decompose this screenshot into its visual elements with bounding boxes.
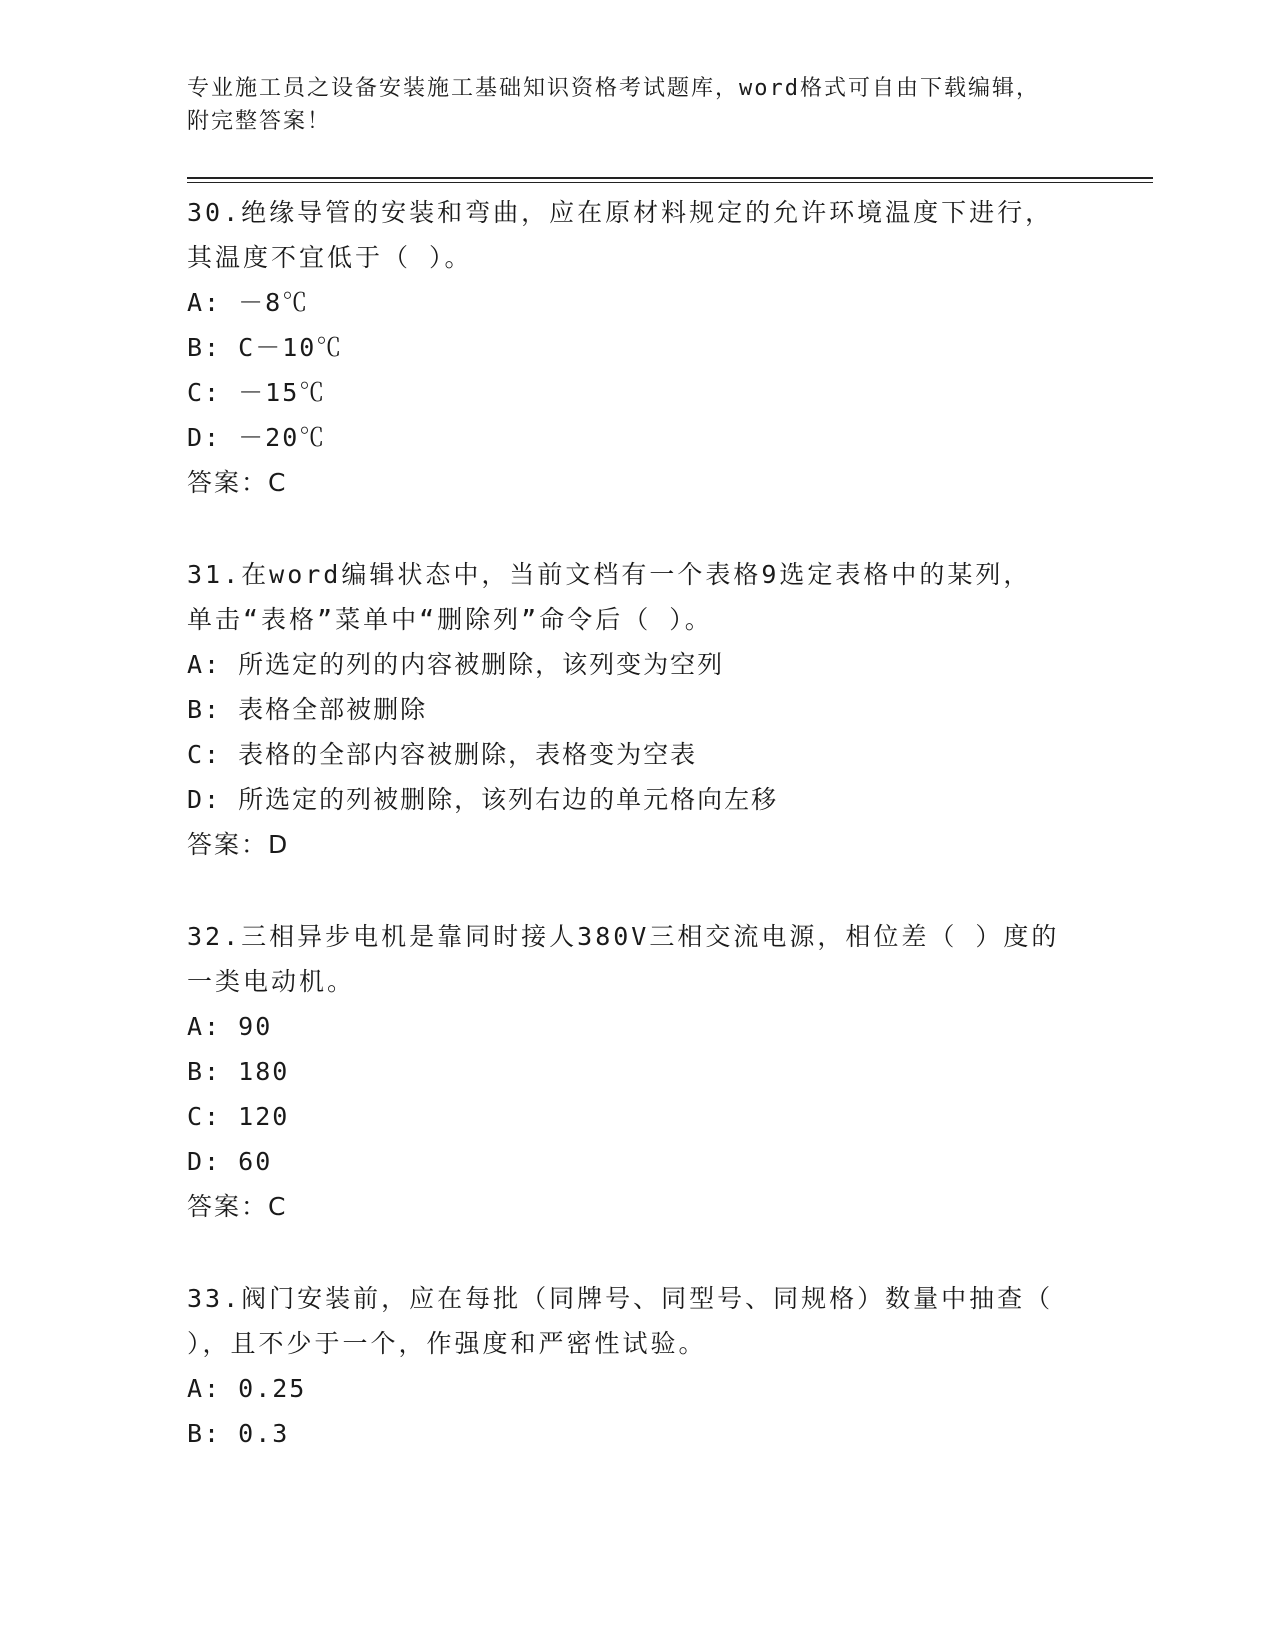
option-d: D: 60 (187, 1147, 273, 1176)
question-33 (187, 1276, 1087, 1456)
option-c: C: 表格的全部内容被删除，表格变为空表 (187, 740, 698, 769)
answer: 答案：D (187, 830, 290, 859)
question-stem-line: 其温度不宜低于（ ）。 (187, 243, 473, 272)
question-32 (187, 914, 1087, 1229)
question-stem-line: ），且不少于一个，作强度和严密性试验。 (187, 1329, 707, 1358)
header-line-2: 附完整答案！ (187, 109, 332, 134)
header-divider-top (187, 177, 1153, 179)
option-a: A: 90 (187, 1012, 273, 1041)
option-c: C: 120 (187, 1102, 290, 1131)
question-31 (187, 552, 1087, 867)
document-header (187, 72, 1087, 138)
option-d: D: －20℃ (187, 423, 327, 452)
question-gap (187, 1229, 1087, 1276)
question-gap (187, 867, 1087, 914)
option-b: B: 180 (187, 1057, 290, 1086)
question-stem-line: 32.三相异步电机是靠同时接人380V三相交流电源，相位差（ ）度的 (187, 922, 1060, 951)
answer: 答案：C (187, 468, 288, 497)
option-a: A: 0.25 (187, 1374, 307, 1403)
answer: 答案：C (187, 1192, 288, 1221)
question-stem-line: 一类电动机。 (187, 967, 356, 996)
question-30 (187, 190, 1087, 505)
option-b: B: C－10℃ (187, 333, 344, 362)
option-b: B: 0.3 (187, 1419, 290, 1448)
question-stem-line: 31.在word编辑状态中，当前文档有一个表格9选定表格中的某列， (187, 560, 1032, 589)
question-stem-line: 33.阀门安装前，应在每批（同牌号、同型号、同规格）数量中抽查（ (187, 1284, 1054, 1313)
question-stem-line: 单击“表格”菜单中“删除列”命令后（ ）。 (187, 605, 713, 634)
question-stem-line: 30.绝缘导管的安装和弯曲，应在原材料规定的允许环境温度下进行， (187, 198, 1054, 227)
option-a: A: －8℃ (187, 288, 310, 317)
question-gap (187, 505, 1087, 552)
option-b: B: 表格全部被删除 (187, 695, 428, 724)
option-a: A: 所选定的列的内容被删除，该列变为空列 (187, 650, 725, 679)
header-line-1: 专业施工员之设备安装施工基础知识资格考试题库，word格式可自由下载编辑， (187, 76, 1040, 101)
question-list (187, 190, 1087, 1456)
header-divider-bottom (187, 182, 1153, 183)
option-d: D: 所选定的列被删除，该列右边的单元格向左移 (187, 785, 779, 814)
option-c: C: －15℃ (187, 378, 327, 407)
